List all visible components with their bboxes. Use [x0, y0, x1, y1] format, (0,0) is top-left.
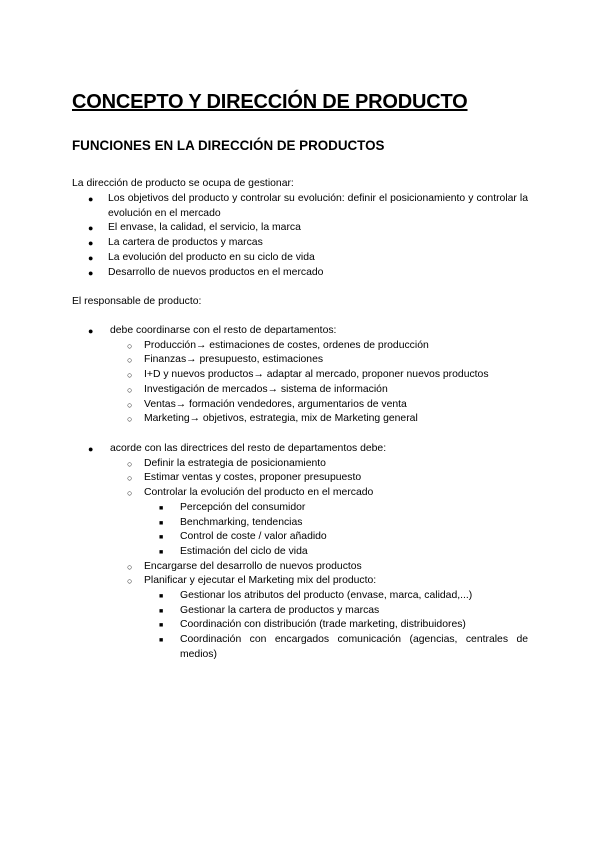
bullet-icon: ■ — [159, 534, 164, 542]
list-item-text: Gestionar los atributos del producto (envase, marca, calidad,...) — [180, 590, 473, 602]
bullet-icon: ● — [88, 194, 94, 204]
list-item — [72, 368, 528, 383]
list-item — [72, 574, 528, 662]
coordination-list — [72, 324, 528, 427]
bullet-icon: ○ — [127, 561, 133, 572]
intro-list — [72, 192, 528, 280]
bullet-icon: ■ — [159, 593, 164, 601]
list-item-text: acorde con las directrices del resto de departamentos debe: — [110, 443, 387, 454]
bullet-icon: ● — [88, 252, 94, 263]
list-item-text: Ventas→ formación vendedores, argumentarios de venta — [144, 398, 407, 410]
list-item — [72, 192, 528, 221]
list-item-text: Finanzas→ presupuesto, estimaciones — [144, 354, 324, 366]
list-item — [72, 236, 528, 251]
list-item-text: Coordinación con encargados comunicación (agencias, centrales de medios) — [180, 634, 528, 660]
list-item — [72, 501, 528, 516]
list-item-text: Desarrollo de nuevos productos en el mercado — [108, 266, 324, 278]
list-item — [72, 339, 528, 354]
bullet-icon: ■ — [159, 607, 164, 615]
list-item — [72, 251, 528, 266]
bullet-icon: ● — [88, 223, 94, 234]
list-item — [72, 589, 528, 604]
list-item — [72, 471, 528, 486]
list-item — [72, 604, 528, 619]
list-item — [72, 442, 528, 663]
bullet-icon: ○ — [127, 414, 133, 425]
directives-sublist — [110, 457, 528, 663]
list-item-text: Estimar ventas y costes, proponer presupuesto — [144, 472, 362, 484]
list-item — [72, 266, 528, 281]
bullet-icon: ○ — [127, 340, 133, 351]
list-item-text: Producción→ estimaciones de costes, ordenes de producción — [144, 339, 429, 351]
bullet-icon: ● — [88, 444, 94, 454]
list-item-text: Control de coste / valor añadido — [180, 531, 327, 543]
bullet-icon: ● — [88, 267, 94, 278]
list-item — [72, 618, 528, 633]
coordination-sublist — [110, 339, 528, 427]
list-item-text: Planificar y ejecutar el Marketing mix del producto: — [144, 575, 377, 587]
list-item — [72, 383, 528, 398]
list-item — [72, 633, 528, 662]
list-item-text: Coordinación con distribución (trade marketing, distribuidores) — [180, 619, 466, 631]
list-item — [72, 324, 528, 427]
list-item — [72, 530, 528, 545]
list-item-text: Los objetivos del producto y controlar su evolución: definir el posicionamiento y controlar la evolución en el mercado — [108, 193, 528, 219]
list-item-text: La cartera de productos y marcas — [108, 237, 263, 249]
bullet-icon: ■ — [159, 622, 164, 630]
control-sublist — [144, 501, 528, 560]
bullet-icon: ○ — [127, 370, 133, 381]
intro-text: La dirección de producto se ocupa de gestionar: — [72, 178, 294, 189]
list-item — [72, 516, 528, 531]
list-item — [72, 545, 528, 560]
bullet-icon: ○ — [127, 355, 133, 366]
bullet-icon: ○ — [127, 384, 133, 395]
list-item — [72, 457, 528, 472]
list-item-text: Gestionar la cartera de productos y marcas — [180, 604, 380, 616]
list-item-text: Definir la estrategia de posicionamiento — [144, 457, 326, 469]
mix-sublist — [144, 589, 528, 663]
list-item-text: La evolución del producto en su ciclo de vida — [108, 251, 315, 263]
list-item — [72, 412, 528, 427]
list-item-text: El envase, la calidad, el servicio, la marca — [108, 222, 301, 234]
list-item — [72, 398, 528, 413]
list-item-text: Investigación de mercados→ sistema de información — [144, 383, 388, 395]
bullet-icon: ○ — [127, 473, 133, 484]
list-item-text: Marketing→ objetivos, estrategia, mix de Marketing general — [144, 413, 418, 425]
list-item — [72, 486, 528, 560]
list-item — [72, 560, 528, 575]
bullet-icon: ○ — [127, 488, 133, 499]
bullet-icon: ● — [88, 326, 94, 336]
bullet-icon: ■ — [159, 548, 164, 556]
list-item-text: Estimación del ciclo de vida — [180, 545, 308, 557]
page-title: CONCEPTO Y DIRECCIÓN DE PRODUCTO — [72, 91, 468, 113]
list-item-text: debe coordinarse con el resto de departamentos: — [110, 325, 337, 336]
bullet-icon: ■ — [159, 637, 164, 645]
bullet-icon: ○ — [127, 399, 133, 410]
directives-list — [72, 442, 528, 663]
bullet-icon: ■ — [159, 504, 164, 512]
list-item — [72, 221, 528, 236]
bullet-icon: ● — [88, 238, 94, 249]
list-item-text: Controlar la evolución del producto en el mercado — [144, 487, 374, 499]
bullet-icon: ○ — [127, 458, 133, 469]
list-item — [72, 353, 528, 368]
bullet-icon: ○ — [127, 576, 133, 587]
list-item-text: I+D y nuevos productos→ adaptar al mercado, proponer nuevos productos — [144, 369, 489, 381]
list-item-text: Percepción del consumidor — [180, 501, 306, 513]
bullet-icon: ■ — [159, 519, 164, 527]
list-item-text: Benchmarking, tendencias — [180, 516, 303, 528]
list-item-text: Encargarse del desarrollo de nuevos productos — [144, 560, 362, 572]
responsible-intro: El responsable de producto: — [72, 296, 202, 307]
section-heading: FUNCIONES EN LA DIRECCIÓN DE PRODUCTOS — [72, 138, 385, 153]
